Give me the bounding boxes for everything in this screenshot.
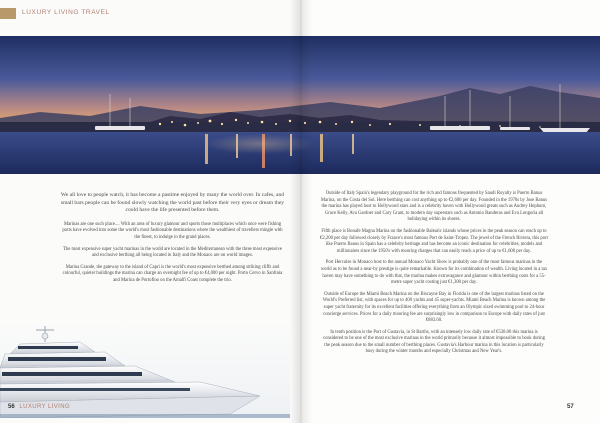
article-paragraph: Fifth place is Bonafe Magna Marina on the fashionable Balearic islands whose prices in the peak season can reach up to €2,200 per day followed closely by France's most famous Port de Saint-Tropez. The jewel of the French Riviera, this port like Puerto Banus in Spain has a celebrity heritage and has become an iconic destination for celebrities, models and millionaires since the 1950's with mooring charges that can easily reach a price of up to €1,600 per day. (320, 228, 548, 254)
left-page-number: 56 (8, 404, 15, 410)
section-label: LUXURY LIVING TRAVEL (22, 9, 110, 16)
magazine-name: LUXURY LIVING (19, 404, 71, 410)
article-lead: We all love to people watch, it has become a pastime enjoyed by many the world over. In cafes, and small bars people can be found slowly watching the world past before their very eyes or dream they could have the life presented before them. (60, 192, 285, 214)
right-article-column (320, 191, 548, 361)
article-paragraph: Marinas are one such place.... With an area of luxury glamour and sports those multiplaces which once were fishing ports have evolved into some the world's most fashionable destinations where the wealthiest of travellers mingle with the finest, to indulge in the grand places. (62, 221, 283, 240)
article-paragraph: Marina Grande, the gateway to the island of Capri is the world's most expensive berthed among striking cliffs and colourful, quieter buildings the marina can charge an overnight fee of up to €4,000 per night. Porto Cervo in Sardinia and Marina de Portofino on the Amalfi Coast complete the trio. (62, 264, 283, 283)
article-paragraph: Port Hercules in Monaco host to the annual Monaco Yacht Show is probably one of the most famous marinas in the world as to be found a near-by prestige is quite remarkable. Known for its combination of wealth. Living located in a tax haven may have something to do with that, the marina makes extravagance and glamour within berthing costs for a 55-metre super yacht costing just €1,300 per day. (320, 260, 548, 286)
section-color-bar (0, 8, 16, 19)
right-page-number: 57 (567, 404, 574, 410)
page-gutter (290, 0, 312, 423)
left-article-column (60, 192, 285, 290)
article-paragraph: The most expensive super yacht marinas in the world are located in the Mediterranean with the three most expensive and exclusive berthing all being located in Italy and the Monaco are on world images. (63, 246, 282, 259)
article-paragraph: Outside of Italy Spain's legendary playground for the rich and famous frequented by Saudi Royalty is Puerto Banus Marina, on the Costa del Sol. Here berthing can cost anything up to €2,600 per day. Founded in the 1970s by Jose Banus the marina has played host to Hollywood stars and is a celebrity haven with Hollywood greats such as Audrey Hepburn, Grace Kelly, Ava Gardner and Cary Grant, to modern day superstars such as Antonio Banderas and Eva Longoria all holidaying within its shores. (320, 191, 548, 223)
left-folio (8, 404, 70, 410)
article-paragraph: In tenth position is the Port of Gustavia, in St Barths, with an intensely low daily rate of €538.00 this marina is considered to be one of the most exclusive marinas in the world primarily because it almost impossible to book during the peak season due to the small number of berthing places. Gustavia's Harbour marina in this location is particularly busy during the winter months and especially Christmas and New Year's. (323, 329, 545, 355)
article-paragraph: Outside of Europe the Miami Beach Marina on the Biscayne Bay in Florida is one of the largest marinas listed on the World's Preferred list, with spaces for up to 400 yachts and 45 super-yachts. Miami Beach Marina is known among the super yacht fraternity for its excellent facilities offering everything from an Olympic sized swimming pool to 24-hour concierge services. Prices for a daily mooring fee are surprisingly low in comparison to Europe with daily rates of just €883.60. (322, 291, 546, 324)
